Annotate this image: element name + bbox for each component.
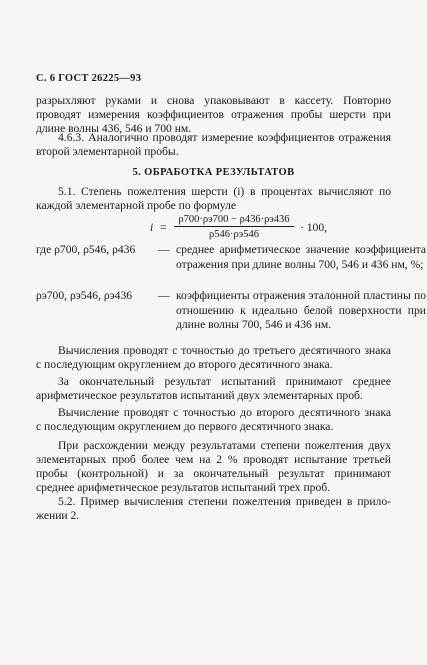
text-line: пробы (контрольной) и за окончательный результат принимают: [36, 467, 391, 480]
definition-term: ρэ700, ρэ546, ρэ436: [36, 289, 133, 302]
text-line: длине волны 436, 546 и 700 нм.: [36, 122, 192, 135]
text-line: с последующим округлением до первого десятичного знака.: [36, 420, 334, 433]
formula-tail: · 100,: [300, 221, 328, 234]
text-line: каждой элементарной пробе по формуле: [36, 199, 237, 212]
text-line: с последующим округлением до второго десятичного знака.: [36, 358, 333, 371]
text-line: жении 2.: [36, 509, 80, 522]
text-line: элементарных проб более чем на 2 % проводят испытание третьей: [36, 453, 391, 466]
text-line: разрыхляют руками и снова упаковывают в кассету. Повторно: [36, 94, 391, 107]
formula-denominator: ρ546·ρэ546: [209, 229, 259, 240]
text-line: При расхождении между результатами степени пожелтения двух: [58, 439, 391, 452]
definition-text: коэффициенты отражения эталонной пластины по отношению к идеально белой поверхности при длине волны 700, 546 и 436 нм.: [176, 289, 426, 332]
text-line: арифметическое результатов испытаний двух элементарных проб.: [36, 389, 363, 402]
text-line: 4.6.3. Аналогично проводят измерение коэффициентов отражения: [58, 131, 391, 144]
formula-fraction: [174, 214, 294, 240]
definition-text: среднее арифметическое значение коэффициента отражения при длине волны 700, 546 и 436 нм, %;: [176, 243, 426, 271]
text-line: среднее арифметическое результатов испытаний трех проб.: [36, 481, 331, 494]
definition-dash: —: [158, 289, 170, 302]
text-line: Вычисления проводят с точностью до третьего десятичного знака: [58, 344, 391, 357]
text-line: второй элементарной пробы.: [36, 145, 179, 158]
formula-equals: =: [160, 221, 167, 234]
text-line: Вычисление проводят с точностью до второго десятичного знака: [58, 406, 391, 419]
text-line: проводят измерения коэффициентов отражения пробы шерсти при: [36, 108, 391, 121]
section-title: 5. ОБРАБОТКА РЕЗУЛЬТАТОВ: [132, 167, 295, 178]
text-line: 5.2. Пример вычисления степени пожелтения приведен в прило-: [58, 495, 391, 508]
formula-numerator: ρ700·ρэ700 − ρ436·ρэ436: [174, 214, 294, 227]
text-line: За окончательный результат испытаний принимают среднее: [58, 375, 391, 388]
definition-dash: —: [158, 243, 170, 256]
definition-term: где ρ700, ρ546, ρ436: [36, 243, 136, 256]
text-line: 5.1. Степень пожелтения шерсти (i) в процентах вычисляют по: [58, 185, 391, 198]
formula-lhs: i: [150, 221, 154, 234]
page-header: С. 6 ГОСТ 26225—93: [36, 73, 142, 84]
